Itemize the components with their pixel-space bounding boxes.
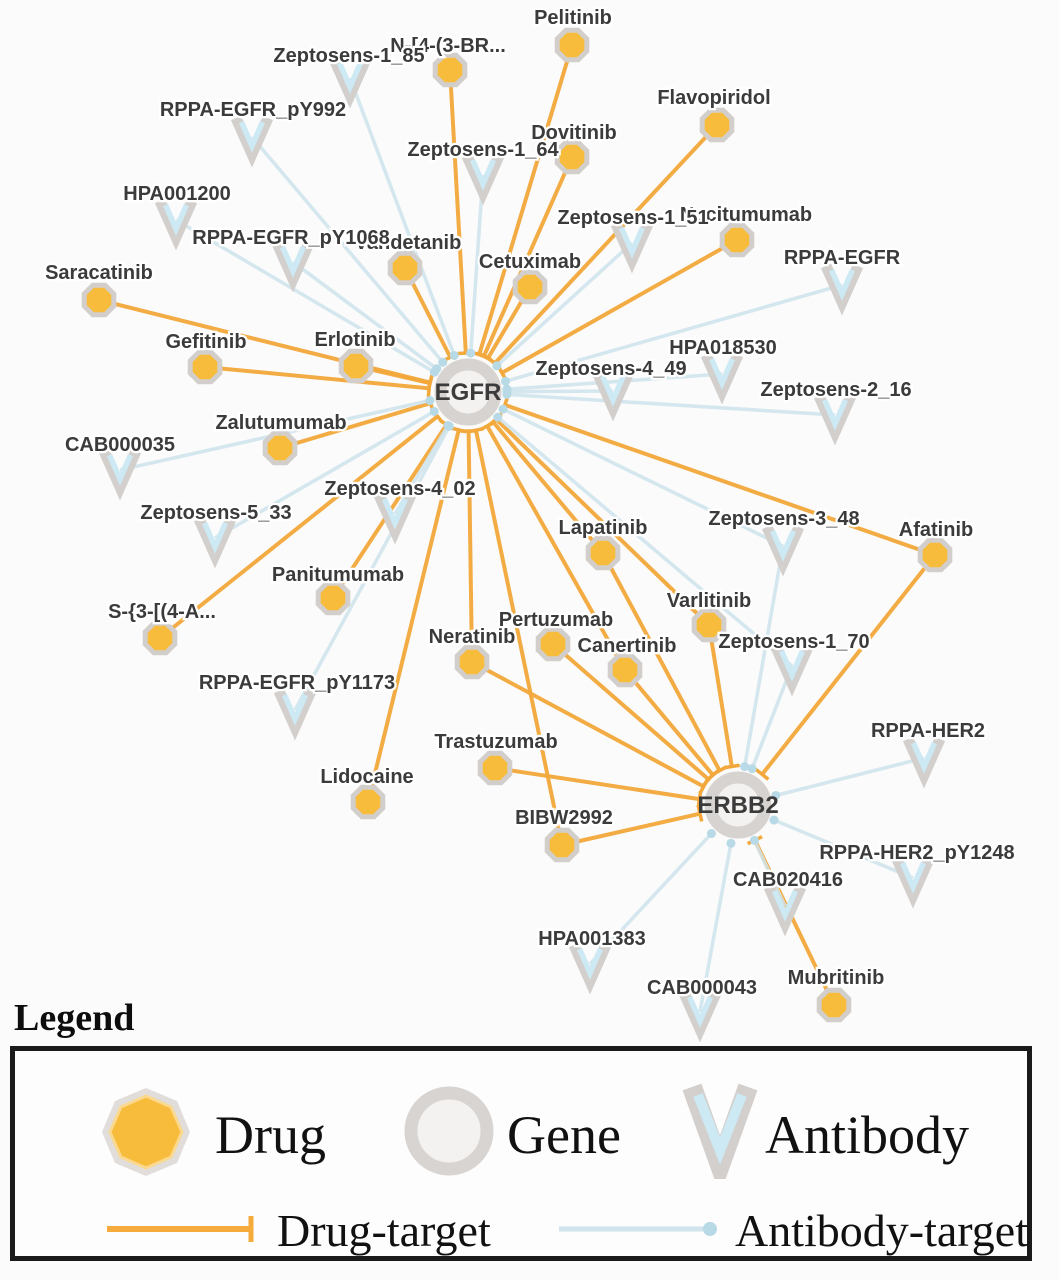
antibody-node-Zeptosens-1_64[interactable] [467, 156, 499, 192]
node-label-HPA018530: HPA018530 [669, 337, 777, 359]
tee-arrowhead [428, 375, 432, 391]
node-label-Zeptosens-1_85: Zeptosens-1_85 [273, 45, 425, 67]
gene-label-ERBB2: ERBB2 [697, 792, 779, 819]
node-label-Flavopiridol: Flavopiridol [657, 87, 771, 109]
node-label-Afatinib: Afatinib [898, 519, 974, 541]
node-label-Zeptosens-2_16: Zeptosens-2_16 [760, 379, 912, 401]
drug-node-Vandetanib[interactable] [390, 253, 420, 283]
node-label-HPA001200: HPA001200 [123, 183, 231, 205]
drug-node-Gefitinib[interactable] [190, 352, 220, 382]
node-label-Canertinib: Canertinib [577, 635, 677, 657]
dot-arrowhead [492, 361, 501, 370]
node-label-S-{3-[(4-A...: S-{3-[(4-A... [108, 601, 216, 623]
dot-arrowhead [445, 422, 454, 431]
node-label-Pertuzumab: Pertuzumab [498, 609, 614, 631]
node-label-N-[4-(3-BR...: N-[4-(3-BR... [390, 35, 506, 57]
drug-node-Pelitinib[interactable] [557, 30, 587, 60]
drug-node-swatch [93, 1079, 199, 1185]
node-label-RPPA-EGFR_pY992: RPPA-EGFR_pY992 [159, 99, 347, 121]
antibody-node-HPA018530[interactable] [706, 355, 738, 391]
edge-Zeptosens-4_49-EGFR [507, 391, 613, 392]
edge-Canertinib-ERBB2 [625, 670, 713, 775]
dot-arrowhead [748, 764, 757, 773]
node-label-Zeptosens-3_48: Zeptosens-3_48 [708, 508, 860, 530]
node-label-Zeptosens-1_64: Zeptosens-1_64 [407, 139, 559, 161]
drug-node-BIBW2992[interactable] [547, 830, 577, 860]
dot-arrowhead [726, 839, 735, 848]
node-label-CAB000043: CAB000043 [646, 977, 758, 999]
drug-node-Zalutumumab[interactable] [265, 433, 295, 463]
dot-arrowhead [707, 829, 716, 838]
node-label-BIBW2992: BIBW2992 [515, 807, 613, 829]
drug-node-Trastuzumab[interactable] [480, 753, 510, 783]
dot-arrowhead [430, 407, 439, 416]
node-label-Mubritinib: Mubritinib [787, 967, 885, 989]
drug-node-Canertinib[interactable] [610, 655, 640, 685]
dot-arrowhead [425, 396, 434, 405]
node-label-Saracatinib: Saracatinib [45, 262, 153, 284]
node-label-Varlitinib: Varlitinib [666, 590, 752, 612]
node-label-Pelitinib: Pelitinib [534, 7, 612, 29]
node-label-RPPA-HER2_pY1248: RPPA-HER2_pY1248 [819, 842, 1015, 864]
drug-node-Dovitinib[interactable] [557, 142, 587, 172]
node-label-Zeptosens-4_49: Zeptosens-4_49 [535, 358, 687, 380]
node-label-Gefitinib: Gefitinib [165, 331, 247, 353]
drug-node-Flavopiridol[interactable] [702, 110, 732, 140]
node-label-Zalutumumab: Zalutumumab [215, 412, 347, 434]
legend-label-drug: Drug [215, 1105, 326, 1165]
legend-label-antibody-target: Antibody-target [735, 1205, 1028, 1256]
dot-arrowhead [502, 390, 511, 399]
edge-N-[4-(3-BR...-EGFR [450, 70, 466, 353]
node-label-Neratinib: Neratinib [428, 626, 516, 648]
drug-node-Lidocaine[interactable] [353, 787, 383, 817]
node-label-Zeptosens-1_51: Zeptosens-1_51 [557, 207, 709, 229]
node-label-CAB020416: CAB020416 [732, 869, 844, 891]
antibody-target-edge-swatch [555, 1215, 725, 1243]
drug-node-Necitumumab[interactable] [722, 225, 752, 255]
node-label-Necitumumab: Necitumumab [679, 204, 813, 226]
drug-node-S-{3-[(4-A...[interactable] [145, 623, 175, 653]
node-label-Cetuximab: Cetuximab [478, 251, 582, 273]
node-label-HPA001383: HPA001383 [538, 928, 646, 950]
node-label-Erlotinib: Erlotinib [314, 329, 396, 351]
node-label-RPPA-HER2: RPPA-HER2 [870, 720, 986, 742]
dot-arrowhead [501, 377, 510, 386]
gene-node-swatch [401, 1083, 497, 1179]
legend-label-antibody: Antibody [765, 1105, 970, 1165]
node-label-Zeptosens-4_02: Zeptosens-4_02 [324, 478, 476, 500]
node-label-Panitumumab: Panitumumab [271, 564, 405, 586]
legend-box [10, 1046, 1032, 1261]
node-label-RPPA-EGFR_pY1173: RPPA-EGFR_pY1173 [198, 672, 396, 694]
drug-target-edge-swatch [103, 1213, 265, 1245]
node-label-Vandetanib: Vandetanib [354, 232, 462, 254]
drug-node-Cetuximab[interactable] [515, 272, 545, 302]
node-label-Lapatinib: Lapatinib [558, 517, 648, 539]
drug-node-Panitumumab[interactable] [318, 583, 348, 613]
dot-arrowhead [450, 351, 459, 360]
drug-node-N-[4-(3-BR...[interactable] [435, 55, 465, 85]
antibody-node-swatch [678, 1073, 762, 1179]
node-label-RPPA-EGFR_pY1068: RPPA-EGFR_pY1068 [192, 227, 390, 249]
node-label-Lidocaine: Lidocaine [320, 766, 414, 788]
node-label-CAB000035: CAB000035 [64, 434, 176, 456]
legend-label-drug-target: Drug-target [277, 1205, 491, 1256]
legend-label-gene: Gene [507, 1105, 621, 1165]
node-label-RPPA-EGFR: RPPA-EGFR [783, 247, 901, 269]
node-label-Trastuzumab: Trastuzumab [434, 731, 558, 753]
legend-title: Legend [14, 997, 135, 1039]
antibody-node-RPPA-HER2[interactable] [908, 739, 940, 775]
node-label-Zeptosens-5_33: Zeptosens-5_33 [140, 502, 292, 524]
dot-arrowhead [432, 364, 441, 373]
dot-arrowhead [750, 836, 759, 845]
drug-node-Lapatinib[interactable] [588, 538, 618, 568]
gene-label-EGFR: EGFR [434, 379, 502, 406]
edge-RPPA-HER2-ERBB2 [776, 758, 924, 795]
drug-node-Saracatinib[interactable] [84, 285, 114, 315]
drug-node-Afatinib[interactable] [920, 540, 950, 570]
drug-node-Mubritinib[interactable] [819, 990, 849, 1020]
drug-node-Neratinib[interactable] [457, 647, 487, 677]
dot-arrowhead [466, 349, 475, 358]
edge-Gefitinib-EGFR [205, 367, 429, 388]
dot-arrowhead [493, 413, 502, 422]
antibody-node-HPA001200[interactable] [160, 201, 192, 237]
tee-arrowhead [724, 765, 740, 768]
node-label-Zeptosens-1_70: Zeptosens-1_70 [718, 631, 870, 653]
node-label-Dovitinib: Dovitinib [531, 122, 617, 144]
antibody-node-RPPA-EGFR[interactable] [826, 266, 858, 302]
drug-node-Erlotinib[interactable] [341, 351, 371, 381]
drug-node-Pertuzumab[interactable] [538, 629, 568, 659]
edge-Trastuzumab-ERBB2 [495, 768, 699, 799]
tee-arrowhead [468, 429, 484, 432]
